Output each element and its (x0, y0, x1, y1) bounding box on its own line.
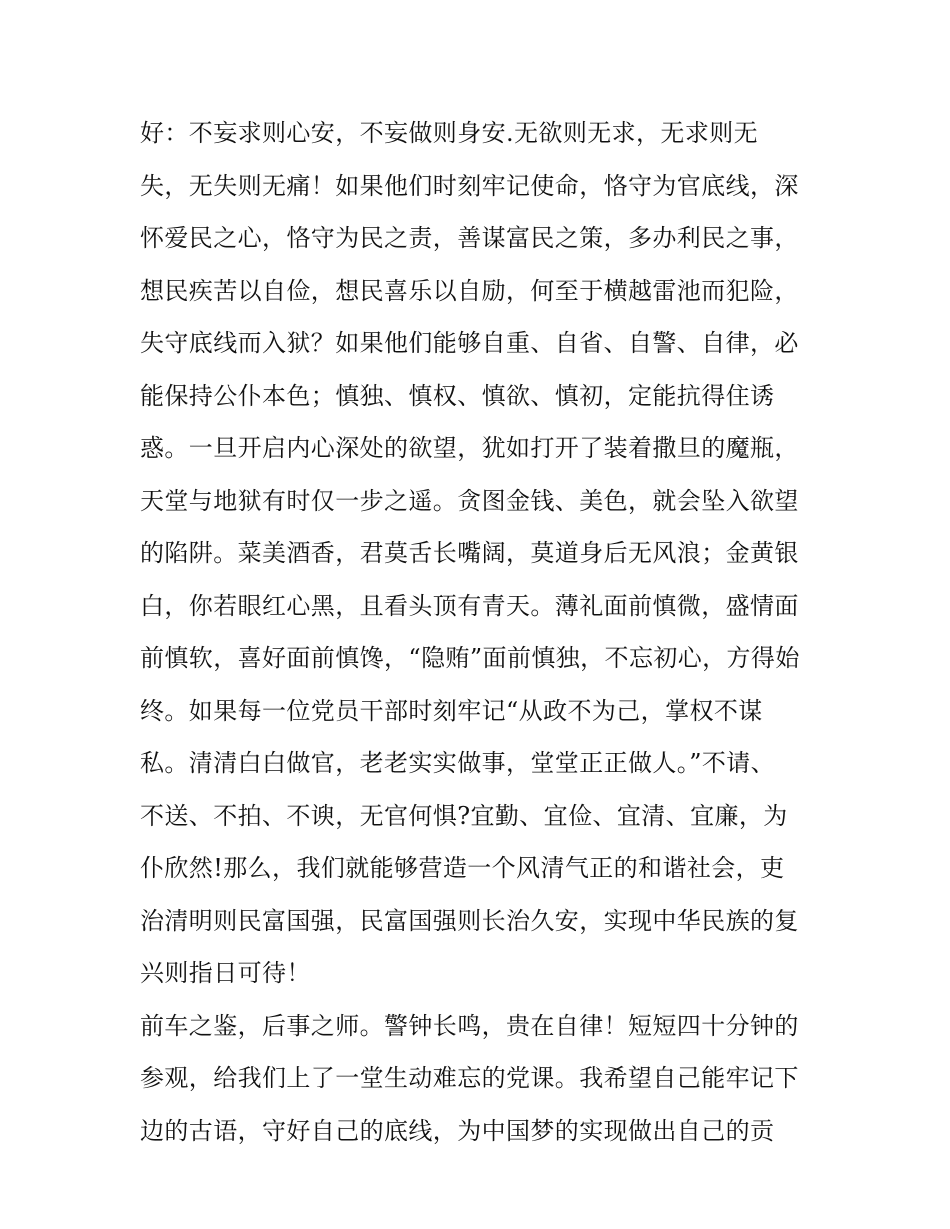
text-line: 怀爱民之心，恪守为民之责，善谋富民之策，多办利民之事， (140, 224, 799, 252)
paragraph (140, 1000, 820, 1158)
text-line: 白，你若眼红心黑，且看头顶有青天。薄礼面前慎微，盛情面 (140, 591, 799, 620)
text-line: 好：不妄求则心安，不妄做则身安.无欲则无求，无求则无 (140, 119, 759, 147)
text-line: 兴则指日可待！ (140, 959, 311, 987)
text-line: 仆欣然!那么，我们就能够营造一个风清气正的和谐社会，吏 (140, 854, 785, 882)
text-line: 前车之鉴，后事之师。警钟长鸣，贵在自律！短短四十分钟的 (140, 1011, 799, 1040)
paragraph (140, 107, 820, 1000)
text-line: 的陷阱。菜美酒香，君莫舌长嘴阔，莫道身后无风浪；金黄银 (140, 539, 799, 567)
text-line: 参观，给我们上了一堂生动难忘的党课。我希望自己能牢记下 (140, 1064, 799, 1092)
text-line: 终。如果每一位党员干部时刻牢记“从政不为己，掌权不谋 (140, 696, 763, 725)
text-line: 失，无失则无痛！如果他们时刻牢记使命，恪守为官底线，深 (140, 171, 799, 200)
text-line: 治清明则民富国强，民富国强则长治久安，实现中华民族的复 (140, 906, 799, 935)
text-line: 边的古语，守好自己的底线，为中国梦的实现做出自己的贡 (140, 1116, 775, 1145)
text-line: 天堂与地狱有时仅一步之遥。贪图金钱、美色，就会坠入欲望 (140, 486, 799, 515)
text-line: 想民疾苦以自俭，想民喜乐以自励，何至于横越雷池而犯险， (140, 276, 799, 305)
text-line: 前慎软，喜好面前慎馋，“隐贿”面前慎独，不忘初心，方得始 (140, 644, 800, 672)
text-line: 惑。一旦开启内心深处的欲望，犹如打开了装着撒旦的魔瓶， (140, 434, 799, 462)
text-line: 私。清清白白做官，老老实实做事，堂堂正正做人。”不请、 (140, 749, 776, 777)
document-body (140, 107, 820, 1157)
text-line: 能保持公仆本色；慎独、慎权、慎欲、慎初，定能抗得住诱 (140, 381, 775, 410)
text-line: 不送、不拍、不谀，无官何惧?宜勤、宜俭、宜清、宜廉，为 (140, 801, 788, 830)
text-line: 失守底线而入狱？如果他们能够自重、自省、自警、自律，必 (140, 329, 799, 357)
